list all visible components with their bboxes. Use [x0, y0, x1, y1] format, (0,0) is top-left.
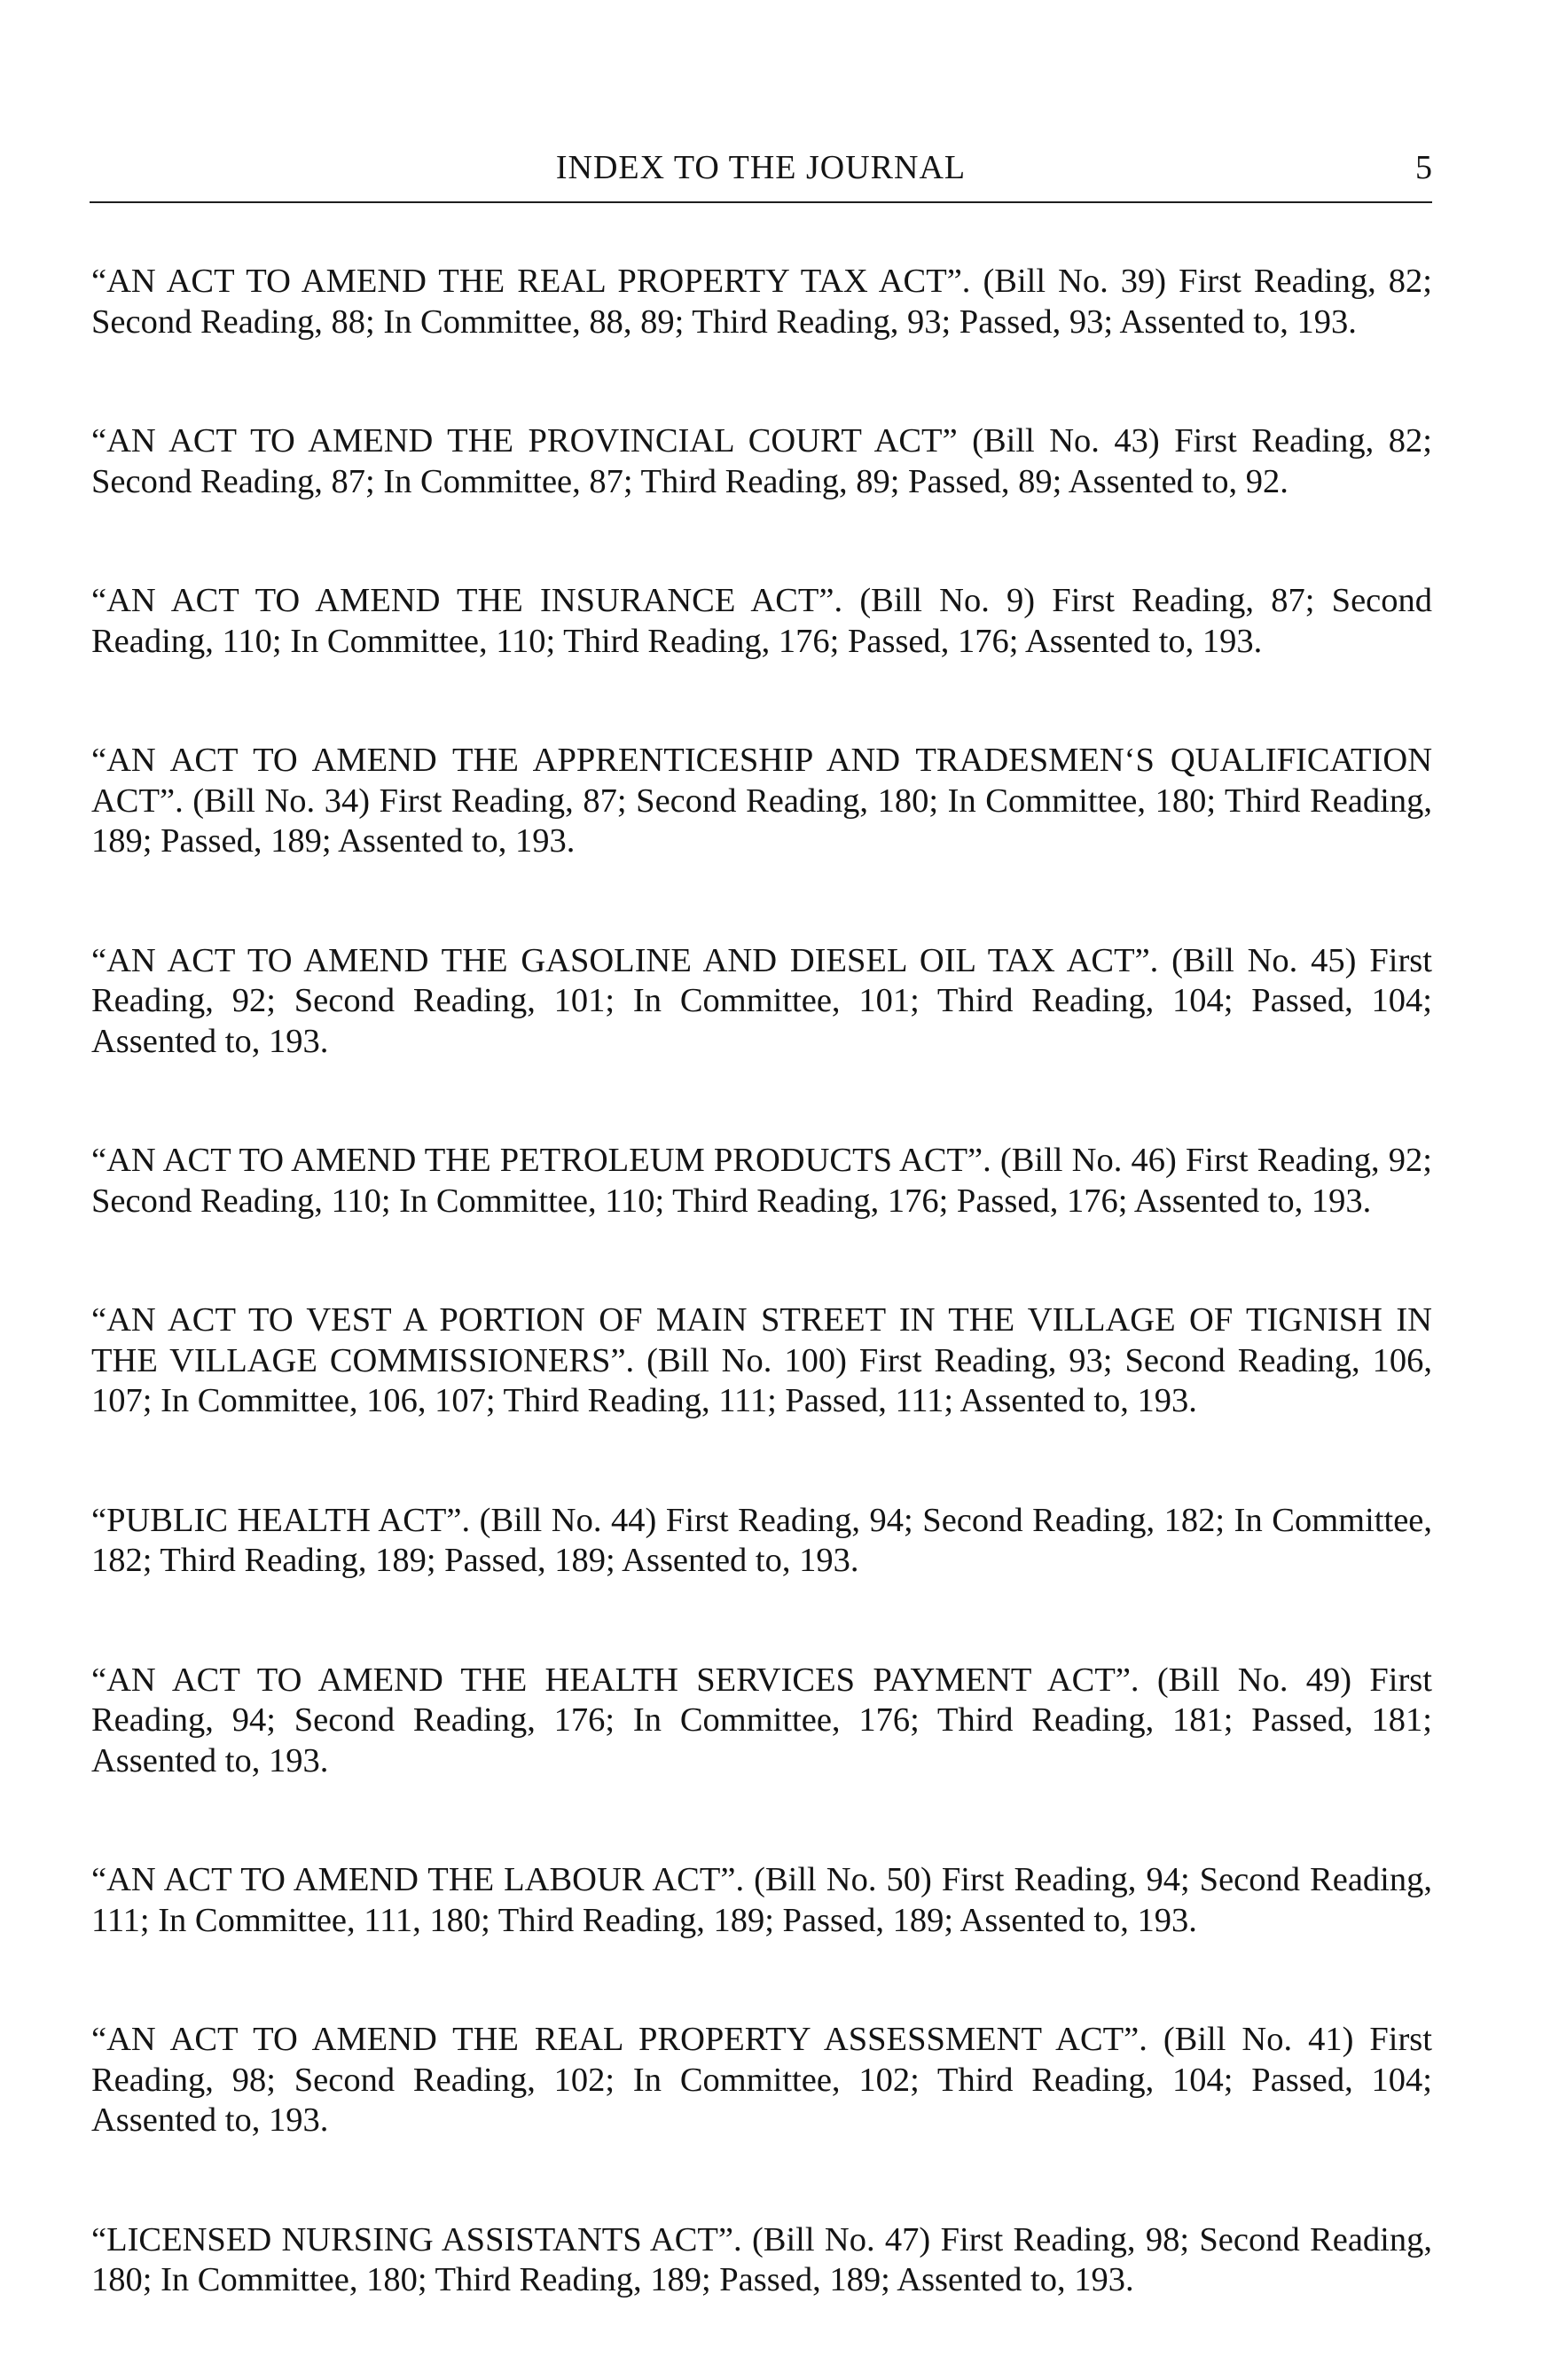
- index-entry: “AN ACT TO AMEND THE GASOLINE AND DIESEL OIL TAX ACT”. (Bill No. 45) First Reading, 92; Second Reading, 101; In Committee, 101; Third Reading, 104; Passed, 104; Assented to, 193.: [91, 941, 1432, 1060]
- index-entry: “AN ACT TO AMEND THE HEALTH SERVICES PAYMENT ACT”. (Bill No. 49) First Reading, 94; Second Reading, 176; In Committee, 176; Third Reading, 181; Passed, 181; Assented to, 193.: [91, 1661, 1432, 1779]
- index-entry: “AN ACT TO AMEND THE REAL PROPERTY TAX ACT”. (Bill No. 39) First Reading, 82; Second Reading, 88; In Committee, 88, 89; Third Reading, 93; Passed, 93; Assented to, 193.: [91, 263, 1432, 341]
- page-header: [90, 145, 1432, 190]
- running-title: INDEX TO THE JOURNAL: [555, 149, 967, 186]
- index-entry: “AN ACT TO AMEND THE APPRENTICESHIP AND TRADESMEN‘S QUALIFICATION ACT”. (Bill No. 34) First Reading, 87; Second Reading, 180; In Committee, 180; Third Reading, 189; Passed, 189; Assented to, 193.: [91, 742, 1432, 860]
- index-entry: “AN ACT TO AMEND THE LABOUR ACT”. (Bill No. 50) First Reading, 94; Second Reading, 111; In Committee, 111, 180; Third Reading, 189; Passed, 189; Assented to, 193.: [91, 1861, 1432, 1939]
- index-entry: “AN ACT TO AMEND THE PROVINCIAL COURT ACT” (Bill No. 43) First Reading, 82; Second Reading, 87; In Committee, 87; Third Reading, 89; Passed, 89; Assented to, 92.: [91, 422, 1432, 500]
- index-entry: “AN ACT TO AMEND THE REAL PROPERTY ASSESSMENT ACT”. (Bill No. 41) First Reading, 98; Second Reading, 102; In Committee, 102; Third Reading, 104; Passed, 104; Assented to, 193.: [91, 2021, 1432, 2139]
- header-rule: [90, 201, 1432, 203]
- index-entry: “AN ACT TO AMEND THE PETROLEUM PRODUCTS ACT”. (Bill No. 46) First Reading, 92; Second Reading, 110; In Committee, 110; Third Reading, 176; Passed, 176; Assented to, 193.: [91, 1142, 1432, 1220]
- index-entry: “AN ACT TO VEST A PORTION OF MAIN STREET IN THE VILLAGE OF TIGNISH IN THE VILLAGE COMMISSIONERS”. (Bill No. 100) First Reading, 93; Second Reading, 106, 107; In Committee, 106, 107; Third Reading, 111; Passed, 111; Assented to, 193.: [91, 1301, 1432, 1419]
- index-entries: [91, 262, 1432, 2380]
- page-number: 5: [1415, 149, 1432, 186]
- index-entry: “PUBLIC HEALTH ACT”. (Bill No. 44) First Reading, 94; Second Reading, 182; In Committee, 182; Third Reading, 189; Passed, 189; Assented to, 193.: [91, 1501, 1432, 1579]
- index-entry: “AN ACT TO AMEND THE INSURANCE ACT”. (Bill No. 9) First Reading, 87; Second Reading, 110; In Committee, 110; Third Reading, 176; Passed, 176; Assented to, 193.: [91, 582, 1432, 660]
- index-entry: “LICENSED NURSING ASSISTANTS ACT”. (Bill No. 47) First Reading, 98; Second Reading, 180; In Committee, 180; Third Reading, 189; Passed, 189; Assented to, 193.: [91, 2220, 1432, 2298]
